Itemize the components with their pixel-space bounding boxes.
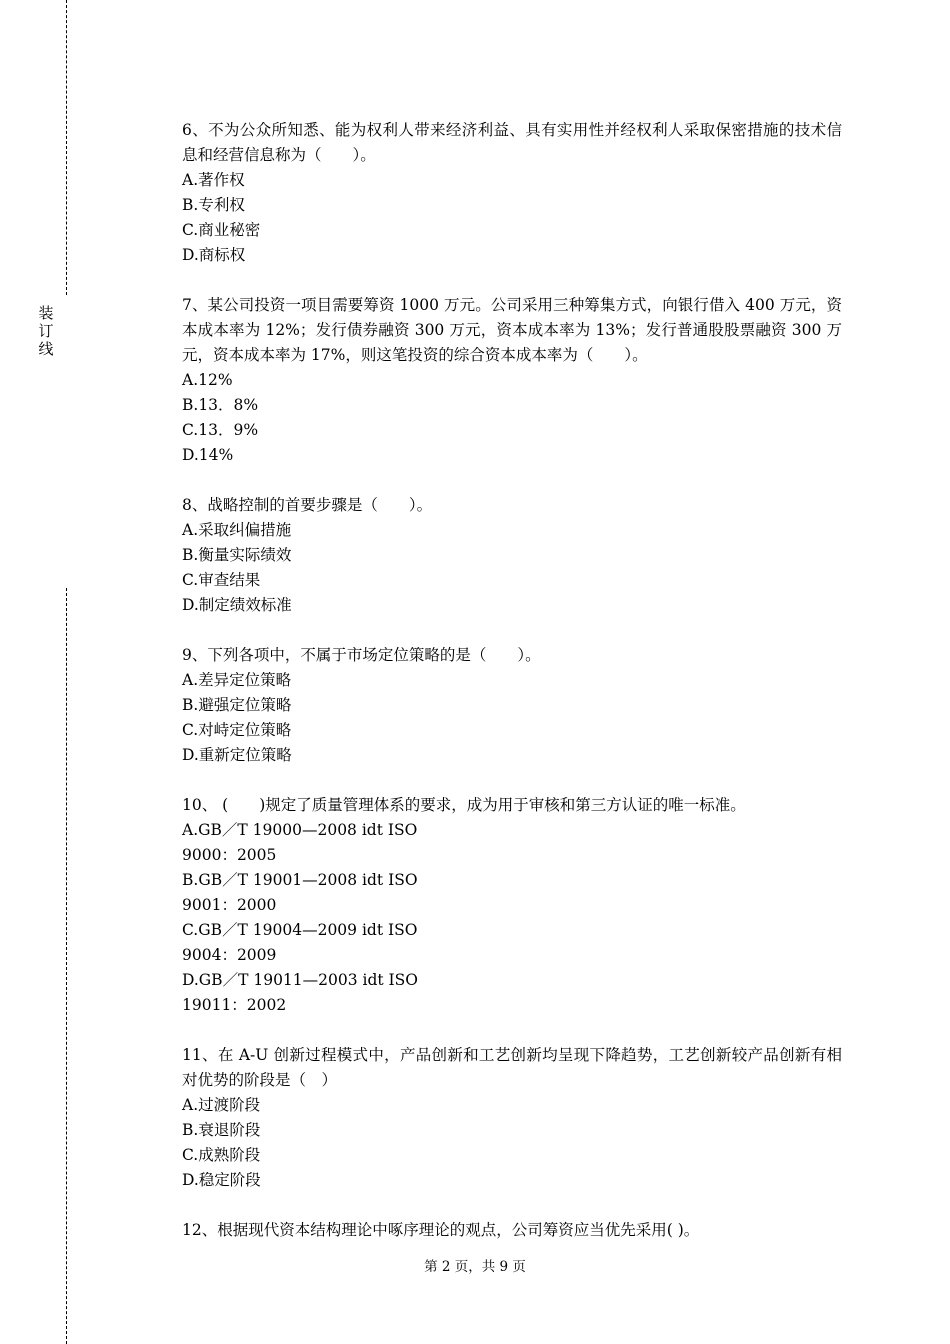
binding-char: 装: [38, 304, 54, 322]
binding-char: 线: [38, 340, 54, 358]
page-footer: 第 2 页，共 9 页: [424, 1259, 526, 1275]
binding-label: [36, 304, 56, 358]
option-line: B.避强定位策略: [182, 696, 292, 714]
option-line: B.13．8%: [182, 396, 259, 414]
question-8: [182, 493, 842, 618]
question-6: [182, 118, 842, 268]
option-line: C.商业秘密: [182, 221, 261, 239]
option-line: A.GB／T 19000—2008 idt ISO: [182, 821, 418, 839]
question-10: [182, 793, 842, 1018]
option-line: D.稳定阶段: [182, 1171, 261, 1189]
option-line: B.衡量实际绩效: [182, 546, 292, 564]
question-stem: 8、战略控制的首要步骤是（ ）。: [182, 496, 433, 514]
question-list: [182, 118, 842, 1268]
binding-char: 订: [38, 322, 54, 340]
option-line: C.GB／T 19004—2009 idt ISO: [182, 921, 418, 939]
option-line: 9004：2009: [182, 946, 277, 964]
question-stem: 11、在 A-U 创新过程模式中，产品创新和工艺创新均呈现下降趋势，工艺创新较产品创新有相对优势的阶段是（ ）: [182, 1046, 842, 1089]
question-11: [182, 1043, 842, 1193]
option-line: A.12%: [182, 371, 233, 389]
option-line: C.成熟阶段: [182, 1146, 261, 1164]
option-line: 9001：2000: [182, 896, 277, 914]
option-line: D.重新定位策略: [182, 746, 292, 764]
question-stem: 12、根据现代资本结构理论中啄序理论的观点，公司筹资应当优先采用( )。: [182, 1221, 700, 1239]
option-line: A.过渡阶段: [182, 1096, 261, 1114]
option-line: B.专利权: [182, 196, 245, 214]
question-stem: 10、 ( )规定了质量管理体系的要求，成为用于审核和第三方认证的唯一标准。: [182, 796, 746, 814]
option-line: 9000：2005: [182, 846, 277, 864]
option-line: C.对峙定位策略: [182, 721, 292, 739]
option-line: B.衰退阶段: [182, 1121, 261, 1139]
binding-line-bottom: [66, 588, 67, 1344]
option-line: B.GB／T 19001—2008 idt ISO: [182, 871, 418, 889]
option-line: D.14%: [182, 446, 234, 464]
option-line: A.差异定位策略: [182, 671, 292, 689]
question-stem: 9、下列各项中，不属于市场定位策略的是（ ）。: [182, 646, 541, 664]
option-line: D.GB／T 19011—2003 idt ISO: [182, 971, 419, 989]
question-12: [182, 1218, 842, 1243]
option-line: D.制定绩效标准: [182, 596, 292, 614]
option-line: C.13．9%: [182, 421, 259, 439]
binding-line-top: [66, 0, 67, 295]
option-line: 19011：2002: [182, 996, 287, 1014]
question-stem: 6、不为公众所知悉、能为权利人带来经济利益、具有实用性并经权利人采取保密措施的技术信息和经营信息称为（ ）。: [182, 121, 842, 164]
question-stem: 7、某公司投资一项目需要筹资 1000 万元。公司采用三种筹集方式，向银行借入 400 万元，资本成本率为 12%；发行债券融资 300 万元，资本成本率为 13%；发行普通股股票融资 300 万元，资本成本率为 17%，则这笔投资的综合资本成本率为（ ）。: [182, 296, 842, 364]
option-line: C.审查结果: [182, 571, 261, 589]
option-line: A.著作权: [182, 171, 245, 189]
question-7: [182, 293, 842, 468]
option-line: D.商标权: [182, 246, 246, 264]
option-line: A.采取纠偏措施: [182, 521, 292, 539]
question-9: [182, 643, 842, 768]
